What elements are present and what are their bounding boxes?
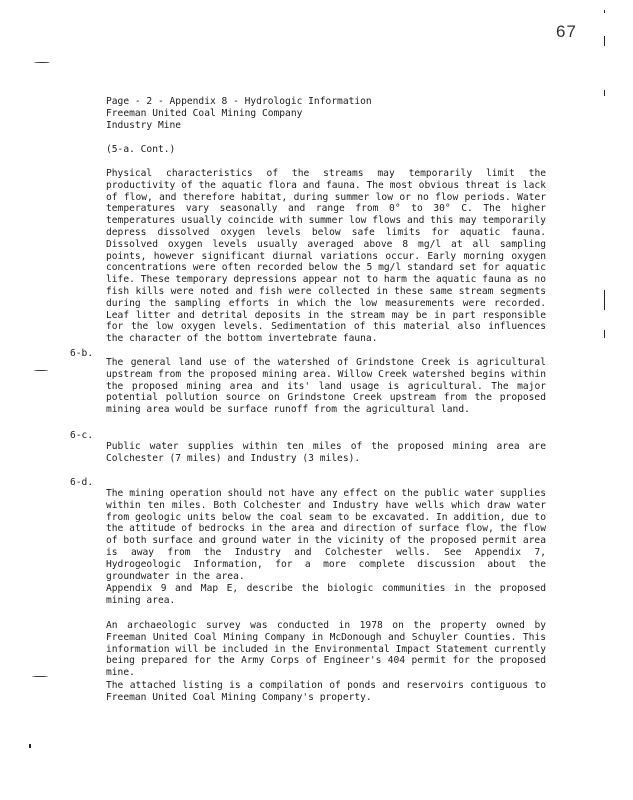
paragraph-6c: Public water supplies within ten miles of the proposed mining area are Colchester (7 miles) and Industry (3 miles). (106, 441, 546, 464)
paragraph-5a: Physical characteristics of the streams may temporarily limit the productivity of the aquatic flora and fauna. The most obvious threat is lack of flow, and therefore habitat, during summer low or no flow periods. Water temperatures vary seasonally and range from 0° to 30° C. The higher temperatures usually coincide with summer low flows and this may temporarily depress dissolved oxygen levels below safe limits for aquatic fauna. Dissolved oxygen levels usually averaged above 8 mg/l at all sampling points, however significant diurnal variations occur. Early morning oxygen concentrations were often recorded below the 5 mg/l standard set for aquatic life. These temporary depressions appear not to harm the aquatic fauna as no fish kills were noted and fish were collected in these same stream segments during the sampling efforts in which the low measurements were recorded. Leaf litter and detrital deposits in the stream may be in part responsible for the low oxygen levels. Sedimentation of this material also influences the character of the bottom invertebrate fauna. (106, 168, 546, 345)
page-number: 67 (556, 22, 577, 41)
scan-mark (604, 290, 605, 310)
header-line-company: Freeman United Coal Mining Company (106, 108, 303, 119)
scan-mark (604, 330, 605, 338)
paragraph-6b: The general land use of the watershed of Grindstone Creek is agricultural upstream from the proposed mining area. Willow Creek watershed begins within the proposed mining area and its' land usage is agricultural. The major potential pollution source on Grindstone Creek upstream from the proposed mining area would be surface runoff from the agricultural land. (106, 357, 546, 416)
document-header (106, 96, 372, 132)
scan-mark (604, 10, 605, 13)
header-line-mine: Industry Mine (106, 120, 182, 131)
scan-mark (34, 370, 48, 371)
continuation-label: (5-a. Cont.) (106, 144, 176, 155)
scan-mark (29, 744, 31, 748)
scan-mark (32, 676, 48, 677)
scan-mark (604, 36, 605, 46)
section-label-6c: 6-c. (70, 430, 94, 441)
paragraph-6d-biologic: Appendix 9 and Map E, describe the biologic communities in the proposed mining area. (106, 583, 546, 606)
header-line-appendix: Page - 2 - Appendix 8 - Hydrologic Information (106, 96, 372, 107)
section-label-6d: 6-d. (70, 477, 94, 488)
scan-mark (604, 90, 605, 96)
paragraph-6d-listing: The attached listing is a compilation of ponds and reservoirs contiguous to Freeman United Coal Mining Company's property. (106, 680, 546, 703)
section-label-6b: 6-b. (70, 348, 94, 359)
paragraph-6d-water-supplies: The mining operation should not have any effect on the public water supplies within ten miles. Both Colchester and Industry have wells which draw water from geologic units below the coal seam to be excavated. In addition, due to the attitude of bedrocks in the area and direction of surface flow, the flow of both surface and ground water in the vicinity of the proposed permit area is away from the Industry and Colchester wells. See Appendix 7, Hydrogeologic Information, for a more complete discussion about the groundwater in the area. (106, 488, 546, 582)
paragraph-6d-archaeologic: An archaeologic survey was conducted in 1978 on the property owned by Freeman United Coal Mining Company in McDonough and Schuyler Counties. This information will be included in the Environmental Impact Statement currently being prepared for the Army Corps of Engineer's 404 permit for the proposed mine. (106, 620, 546, 679)
scan-mark (34, 62, 50, 63)
